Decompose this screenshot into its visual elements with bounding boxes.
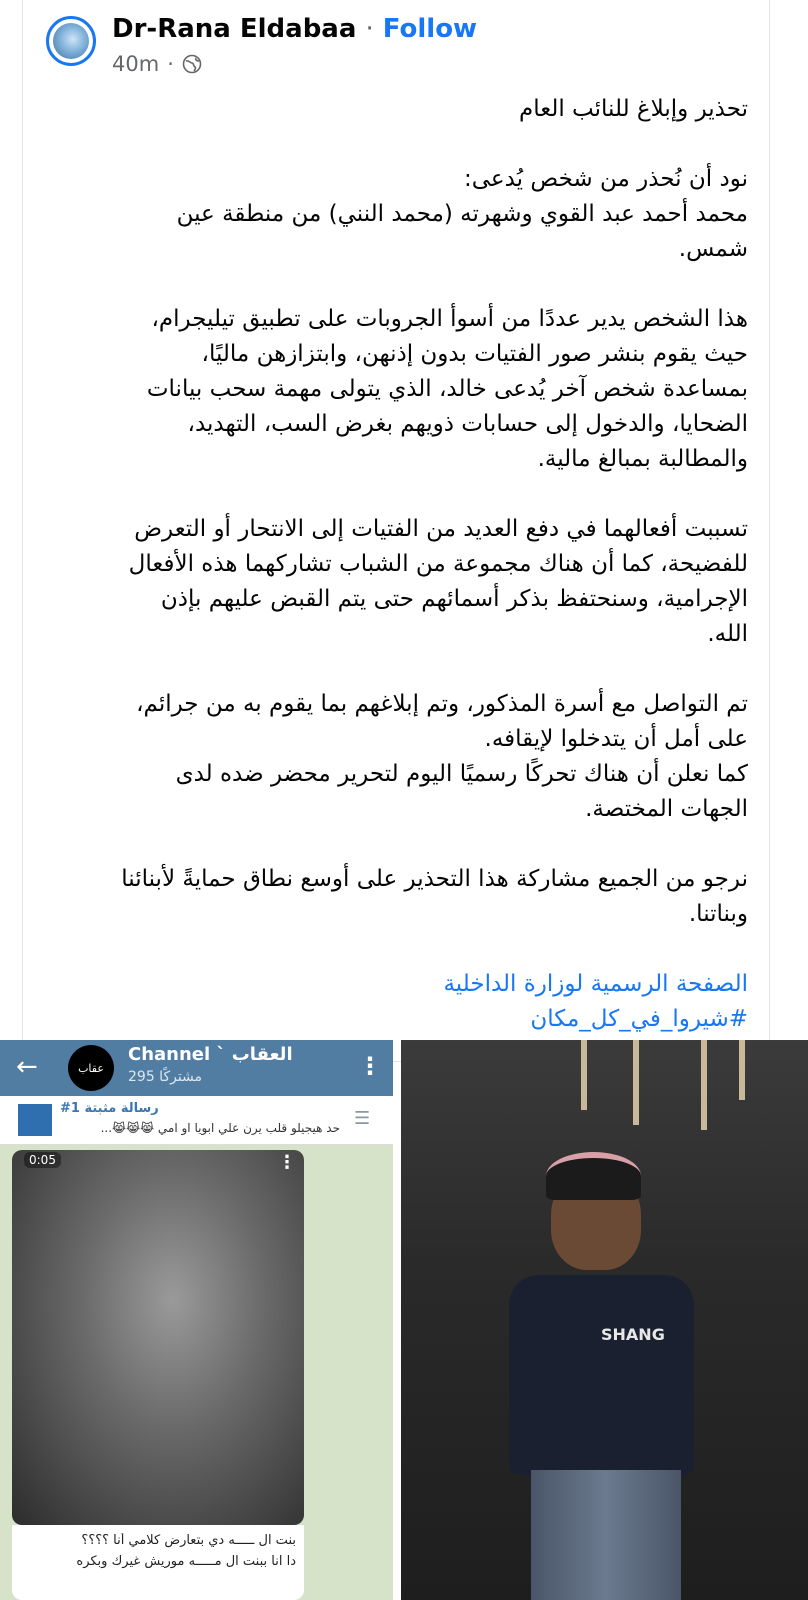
post-header (112, 14, 477, 44)
back-arrow-icon: ← (16, 1052, 38, 1082)
post-text-line: الضحايا، والدخول إلى حسابات ذويهم بغرض السب، التهديد، (187, 411, 748, 437)
hashtag-link[interactable]: #شيروا_في_كل_مكان (530, 1006, 748, 1032)
post-text-line: الجهات المختصة. (585, 796, 748, 822)
person-shirt (509, 1275, 694, 1475)
post-paragraph (38, 302, 748, 477)
avatar-image (53, 23, 89, 59)
post-text-line: على أمل أن يتدخلوا لإيقافه. (484, 726, 748, 752)
channel-subscribers: 295 مشتركًا (128, 1069, 203, 1085)
post-paragraph (38, 512, 748, 652)
pin-list-icon: ☰ (354, 1108, 371, 1129)
post-text-line: حيث يقوم بنشر صور الفتيات بدون إذنهن، وابتزازهن ماليًا، (201, 341, 748, 367)
telegram-screenshot-image[interactable] (0, 1040, 393, 1600)
post-links (38, 967, 748, 1037)
video-caption (12, 1525, 304, 1600)
post-text-line: الإجرامية، وسنحتفظ بذكر أسمائهم حتى يتم القبض عليهم بإذن (160, 586, 748, 612)
post-text-line: محمد أحمد عبد القوي وشهرته (محمد النني) من منطقة عين (176, 201, 748, 227)
post-text-line: تسببت أفعالهما في دفع العديد من الفتيات إلى الانتحار أو التعرض (134, 516, 748, 542)
post-text-line: تم التواصل مع أسرة المذكور، وتم إبلاغهم بما يقوم به من جرائم، (136, 691, 748, 717)
post-text-line: والمطالبة بمبالغ مالية. (537, 446, 748, 472)
post-meta (112, 52, 202, 76)
post-text-line: نرجو من الجميع مشاركة هذا التحذير على أوسع نطاق حمايةً لأبنائنا (121, 866, 748, 892)
post-text-line: بمساعدة شخص آخر يُدعى خالد، الذي يتولى مهمة سحب بيانات (146, 376, 748, 402)
person-jeans (531, 1470, 681, 1600)
video-message (12, 1150, 304, 1525)
post-text-line: هذا الشخص يدير عددًا من أسوأ الجروبات على تطبيق تيليجرام، (151, 306, 748, 332)
meta-separator: · (167, 52, 174, 76)
post-text-line: نود أن نُحذر من شخص يُدعى: (463, 166, 748, 192)
header-separator: · (365, 14, 374, 44)
globe-icon (182, 54, 202, 74)
post-text-line: تحذير وإبلاغ للنائب العام (519, 96, 748, 122)
more-vertical-icon: ⋮ (358, 1052, 382, 1080)
shirt-logo-text: SHANG (601, 1325, 665, 1344)
post-time[interactable]: 40m (112, 52, 160, 76)
post-paragraph (38, 92, 748, 127)
channel-title: Channel ` العقاب (128, 1044, 293, 1065)
post-text-line: للفضيحة، كما أن هناك مجموعة من الشباب تشاركهما هذه الأفعال (128, 551, 748, 577)
rope (581, 1040, 587, 1110)
pinned-title: #1 رسالة مثبتة (60, 1101, 159, 1116)
follow-button[interactable]: Follow (382, 14, 478, 44)
post-text-line: شمس. (678, 236, 748, 262)
caption-line: بنت ال ـــــه دي بتعارض كلامي أنا ؟؟؟؟ (81, 1533, 296, 1548)
post-paragraph (38, 862, 748, 932)
post-paragraph (38, 162, 748, 267)
pinned-thumbnail (18, 1104, 52, 1136)
caption-line: دا انا ببنت ال مـــــه موريش غيرك وبكره (76, 1554, 296, 1569)
post-text-line: الله. (707, 621, 748, 647)
ministry-page-link[interactable]: الصفحة الرسمية لوزارة الداخلية (443, 971, 748, 997)
author-avatar[interactable] (46, 16, 96, 66)
video-duration: 0:05 (24, 1152, 61, 1168)
video-menu-icon: ⋮ (278, 1152, 296, 1173)
telegram-header (0, 1040, 393, 1096)
author-name[interactable]: Dr-Rana Eldabaa (112, 14, 357, 44)
rope (739, 1040, 745, 1100)
person-photo-image[interactable] (401, 1040, 808, 1600)
person-cap (546, 1152, 641, 1200)
channel-avatar: عقاب (68, 1045, 114, 1091)
post-text-line: كما نعلن أن هناك تحركًا رسميًا اليوم لتحرير محضر ضده لدى (175, 761, 748, 787)
pinned-text: حد هيجيلو قلب يرن علي ابويا او امي 😹😹😹... (100, 1121, 340, 1135)
post-text-line: وبناتنا. (688, 901, 748, 927)
post-paragraph (38, 687, 748, 827)
pinned-message-bar (0, 1096, 393, 1145)
post-text (38, 92, 748, 1037)
rope (701, 1040, 707, 1130)
rope (633, 1040, 639, 1125)
